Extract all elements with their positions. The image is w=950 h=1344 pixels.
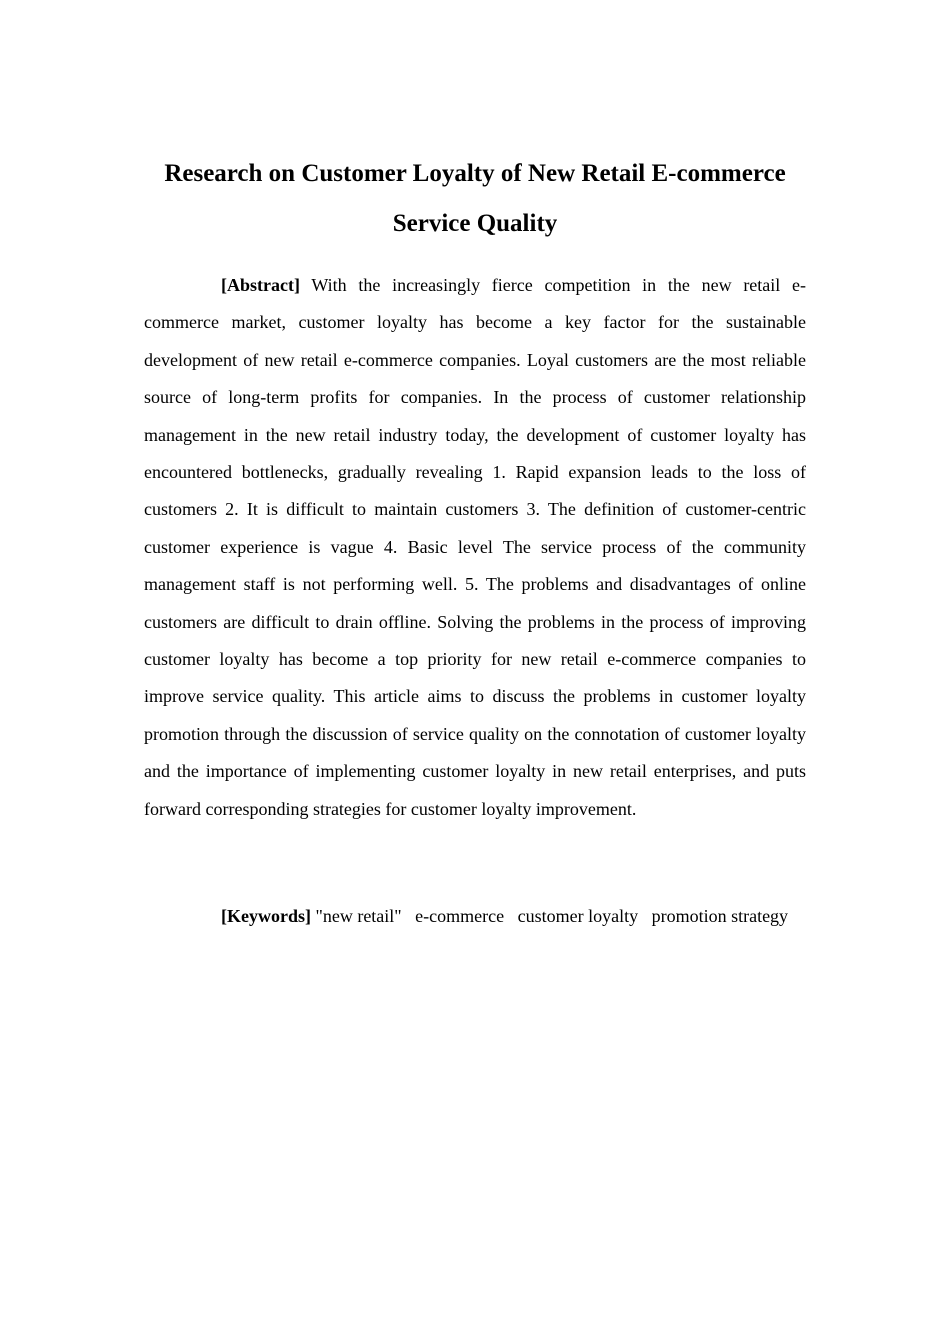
keywords-label: [Keywords]	[221, 906, 311, 926]
keyword: customer loyalty	[517, 906, 639, 926]
keyword: promotion strategy	[651, 906, 789, 926]
keywords-paragraph	[144, 898, 806, 935]
keyword: e-commerce	[415, 906, 505, 926]
keyword: "new retail"	[315, 906, 402, 926]
page-title: Research on Customer Loyalty of New Retail E-commerce Service Quality	[164, 160, 786, 237]
abstract-label: [Abstract]	[221, 275, 300, 295]
abstract-paragraph	[144, 267, 806, 828]
abstract-text: With the increasingly fierce competition in the new retail e-commerce market, customer loyalty has become a key factor for the sustainable development of new retail e-commerce companies. Loyal customers are the most reliable source of long-term profits for companies. In the process of customer relationship management in the new retail industry today, the development of customer loyalty has encountered bottlenecks, gradually revealing 1. Rapid expansion leads to the loss of customers 2. It is difficult to maintain customers 3. The definition of customer-centric customer experience is vague 4. Basic level The service process of the community management staff is not performing well. 5. The problems and disadvantages of online customers are difficult to drain offline. Solving the problems in the process of improving customer loyalty has become a top priority for new retail e-commerce companies to improve service quality. This article aims to discuss the problems in customer loyalty promotion through the discussion of service quality on the connotation of customer loyalty and the importance of implementing customer loyalty in new retail enterprises, and puts forward corresponding strategies for customer loyalty improvement.	[144, 275, 806, 819]
